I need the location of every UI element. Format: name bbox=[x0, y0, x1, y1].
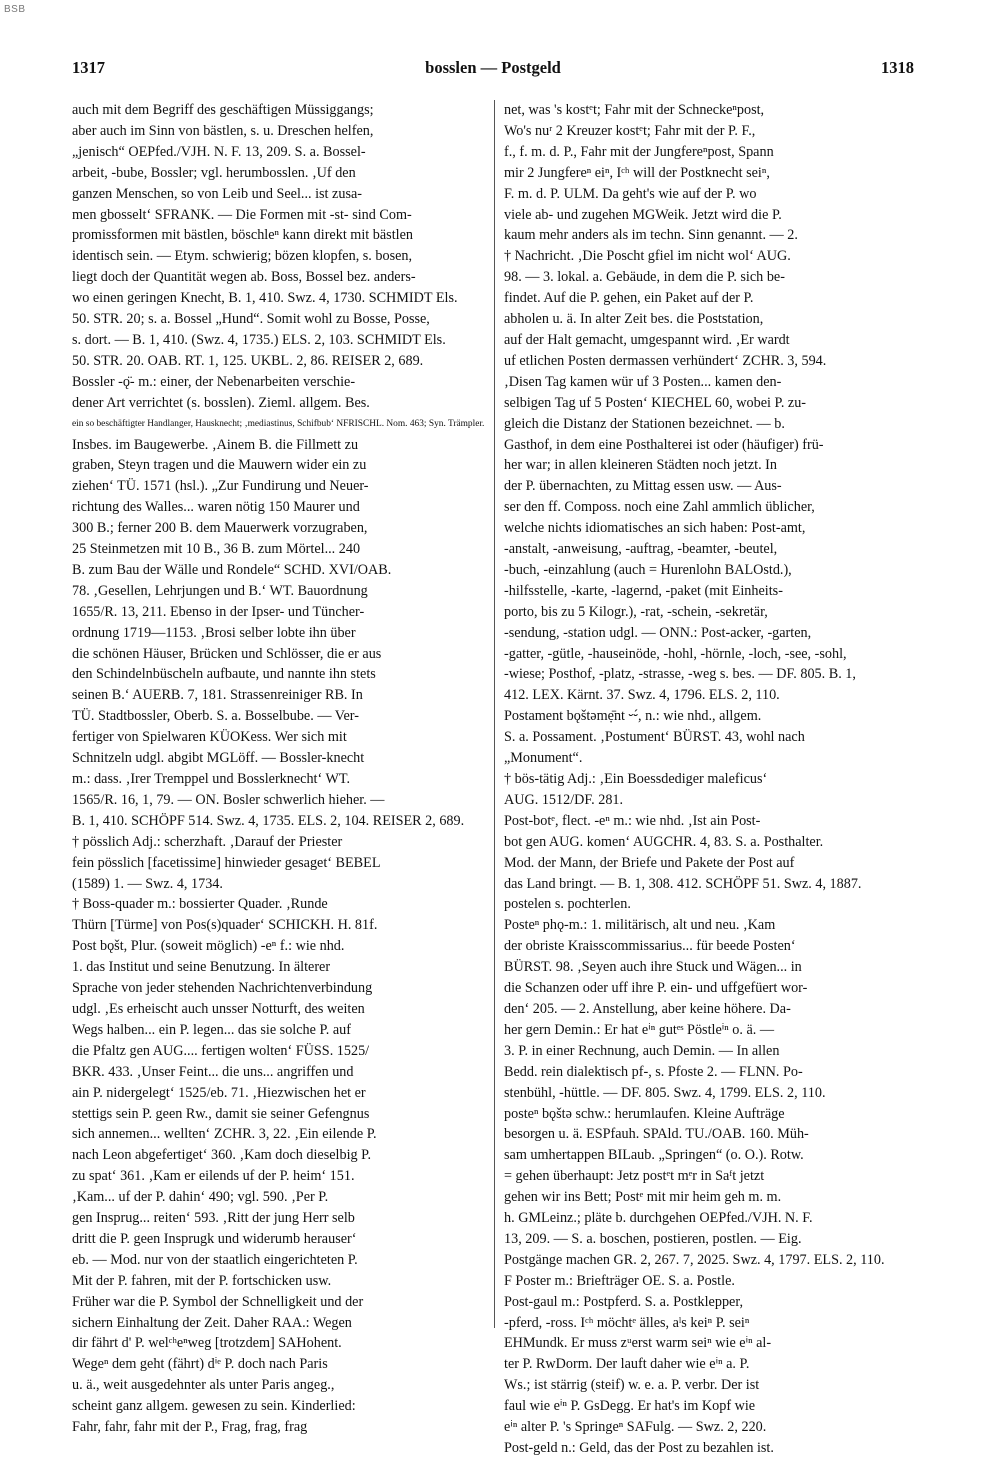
text-line: uf etlichen Posten dermassen verhündert‘ ZCHR. 3, 594. bbox=[504, 352, 827, 369]
text-line: F. m. d. P. ULM. Da geht's wie auf der P. wo bbox=[504, 185, 757, 202]
text-line: auch mit dem Begriff des geschäftigen Müssiggangs; bbox=[72, 102, 374, 118]
text-line: bot gen AUG. komen‘ AUGCHR. 4, 83. S. a. Posthalter. bbox=[504, 833, 824, 850]
text-line: S. a. Possament. ‚Postument‘ BÜRST. 43, wohl nach bbox=[504, 729, 805, 746]
text-line: -pferd, -ross. Iᶜʰ möchtᵉ älles, aˡs keiⁿ P. seiⁿ bbox=[504, 1314, 750, 1331]
text-line: Bossler -ǫ̈- m.: einer, der Nebenarbeiten verschie- bbox=[72, 373, 356, 390]
text-line: u. ä., weit ausgedehnter als unter Paris angeg., bbox=[72, 1377, 335, 1394]
text-line: 78. ‚Gesellen, Lehrjungen und B.‘ WT. Bauordnung bbox=[72, 582, 368, 599]
text-line: Post-botᵉ, flect. -eⁿ m.: wie nhd. ‚Ist ain Post- bbox=[504, 812, 761, 829]
text-line: F Poster m.: Briefträger OE. S. a. Postle. bbox=[504, 1272, 735, 1289]
text-line: 3. P. in einer Rechnung, auch Demin. — In allen bbox=[504, 1042, 780, 1059]
text-line: aber auch im Sinn von bästlen, s. u. Dreschen helfen, bbox=[72, 122, 374, 139]
text-line: eⁱⁿ alter P. 's Springeⁿ SAFulg. — Swz. 2, 220. bbox=[504, 1419, 767, 1436]
text-line: Früher war die P. Symbol der Schnelligkeit und der bbox=[72, 1293, 364, 1310]
text-line: ter P. RwDorm. Der lauft daher wie eⁱⁿ a. P. bbox=[504, 1356, 750, 1373]
text-line: „Monument“. bbox=[504, 750, 583, 767]
text-line: nach Leon abgefertiget‘ 360. ‚Kam doch dieselbig P. bbox=[72, 1147, 372, 1164]
text-line: gehen wir ins Bett; Postᵉ mit mir heim geh m. m. bbox=[504, 1189, 782, 1206]
text-line: dir fährt d' P. welᶜʰeⁿweg [trotzdem] SAHohent. bbox=[72, 1335, 342, 1352]
text-line: ganzen Menschen, so von Leib und Seel... ist zusa- bbox=[72, 185, 362, 202]
text-line: AUG. 1512/DF. 281. bbox=[504, 791, 624, 808]
page-header bbox=[72, 58, 914, 82]
text-line: graben, Steyn tragen und die Mauwern wider ein zu bbox=[72, 457, 367, 474]
left-column bbox=[72, 100, 495, 1438]
text-line: eb. — Mod. nur von der staatlich eingerichteten P. bbox=[72, 1251, 358, 1268]
text-line: her gern Demin.: Er hat eⁱⁿ gutᵉˢ Pöstleⁱⁿ o. ä. — bbox=[504, 1021, 775, 1038]
text-line: EHMundk. Er muss zᵘerst warm seiⁿ wie eⁱⁿ al- bbox=[504, 1335, 772, 1352]
text-line: m.: dass. ‚Irer Tremppel und Bosslerknecht‘ WT. bbox=[72, 771, 351, 787]
text-line: stenbühl, -hüttle. — DF. 805. Swz. 4, 1799. ELS. 2, 110. bbox=[504, 1084, 826, 1101]
text-line: postelen s. pochterlen. bbox=[504, 896, 631, 913]
text-line: ‚Disen Tag kamen wür uf 3 Posten... kamen den- bbox=[504, 373, 782, 390]
text-line: ordnung 1719—1153. ‚Brosi selber lobte ihn über bbox=[72, 624, 356, 641]
text-line: dener Art verrichtet (s. bosslen). Zieml. allgem. Bes. bbox=[72, 394, 370, 411]
text-line: † Boss-quader m.: bossierter Quader. ‚Runde bbox=[72, 896, 328, 913]
text-line: s. dort. — B. 1, 410. (Swz. 4, 1735.) ELS. 2, 103. SCHMIDT Els. bbox=[72, 331, 446, 348]
text-line: ain P. nidergelegt‘ 1525/eb. 71. ‚Hiezwischen het er bbox=[72, 1084, 366, 1101]
text-line: gleich die Distanz der Stationen bezeichnet. — b. bbox=[504, 415, 785, 432]
text-line: seinen B.‘ AUERB. 7, 181. Strassenreiniger RB. In bbox=[72, 687, 363, 704]
text-line: fertiger von Spielwaren KÜOKess. Wer sich mit bbox=[72, 729, 347, 746]
text-line: B. zum Bau der Wälle und Rondele“ SCHD. XVI/OAB. bbox=[72, 561, 392, 578]
text-line: Schnitzeln udgl. abgibt MGLöff. — Bossler-knecht bbox=[72, 750, 365, 767]
running-title: bosslen — Postgeld bbox=[425, 58, 561, 77]
text-line: faul wie eⁱⁿ P. GsDegg. Er hat's im Kopf wie bbox=[504, 1398, 756, 1415]
text-line: findet. Auf die P. gehen, ein Paket auf der P. bbox=[504, 290, 754, 307]
right-column bbox=[504, 100, 911, 1459]
text-line: 300 B.; ferner 200 B. dem Mauerwerk vorzugraben, bbox=[72, 520, 368, 537]
text-line: h. GMLeinz.; pläte b. durchgehen OEPfed./VJH. N. F. bbox=[504, 1210, 813, 1227]
text-line: der P. übernachten, zu Mittag essen usw. — Aus- bbox=[504, 478, 782, 495]
text-line: scheint ganz allgem. gewesen zu sein. Kinderlied: bbox=[72, 1398, 356, 1415]
text-line: Wegeⁿ dem geht (fährt) dⁱᵉ P. doch nach Paris bbox=[72, 1356, 328, 1373]
text-line: udgl. ‚Es erheischt auch unsser Notturft, des weiten bbox=[72, 1000, 365, 1017]
text-line: fein pösslich [facetissime] hinwieder gesaget‘ BEBEL bbox=[72, 854, 381, 871]
text-line: † bös-tätig Adj.: ‚Ein Boessdediger maleficus‘ bbox=[504, 771, 768, 787]
text-line: Postgänge machen GR. 2, 267. 7, 2025. Swz. 4, 1797. ELS. 2, 110. bbox=[504, 1251, 885, 1268]
text-line: arbeit, -bube, Bossler; vgl. herumbosslen. ‚Uf den bbox=[72, 164, 356, 181]
text-line: f., f. m. d. P., Fahr mit der Jungfereⁿpost, Spann bbox=[504, 143, 774, 160]
text-line: ein so beschäftigter Handlanger, Hausknecht; ‚mediastinus, Schifbub‘ NFRISCHL. Nom. 463; Syn. Trämpler. bbox=[72, 418, 485, 429]
page-number-right: 1318 bbox=[881, 58, 914, 77]
text-line: viele ab- und zugehen MGWeik. Jetzt wird die P. bbox=[504, 206, 782, 223]
text-line: Gasthof, in dem eine Posthalterei ist oder (häufiger) frü- bbox=[504, 436, 824, 453]
text-line: her war; in allen kleineren Städten noch jetzt. In bbox=[504, 457, 778, 474]
text-line: Thürn [Türme] von Pos(s)quader‘ SCHICKH. H. 81f. bbox=[72, 917, 378, 934]
text-line: Wo's nuʳ 2 Kreuzer kostᵉt; Fahr mit der P. F., bbox=[504, 122, 756, 139]
text-line: porto, bis zu 5 Kilogr.), -rat, -schein, -sekretär, bbox=[504, 603, 768, 620]
text-line: 13, 209. — S. a. boschen, postieren, postlen. — Eig. bbox=[504, 1230, 802, 1247]
text-line: die Schanzen oder uff ihre P. ein- und uffgefüert wor- bbox=[504, 980, 808, 997]
text-line: -wiese; Posthof, -platz, -strasse, -weg s. bes. — DF. 805. B. 1, bbox=[504, 666, 856, 683]
library-stamp: BSB bbox=[4, 4, 26, 15]
text-line: 1565/R. 16, 1, 79. — ON. Bosler schwerlich hieher. — bbox=[72, 791, 385, 808]
text-line: (1589) 1. — Swz. 4, 1734. bbox=[72, 875, 223, 892]
text-line: den Schindelnbüscheln aufbaute, und nannte ihn stets bbox=[72, 666, 376, 683]
text-line: -sendung, -station udgl. — ONN.: Post-acker, -garten, bbox=[504, 624, 812, 641]
text-line: 1. das Institut und seine Benutzung. In älterer bbox=[72, 959, 331, 976]
text-line: promissformen mit bästlen, böschleⁿ kann direkt mit bästlen bbox=[72, 227, 413, 244]
text-line: Post-geld n.: Geld, das der Post zu bezahlen ist. bbox=[504, 1440, 774, 1456]
text-line: ziehen‘ TÜ. 1571 (hsl.). „Zur Fundirung und Neuer- bbox=[72, 478, 369, 495]
text-line: 1655/R. 13, 211. Ebenso in der Ipser- und Tüncher- bbox=[72, 603, 365, 620]
text-line: „jenisch“ OEPfed./VJH. N. F. 13, 209. S. a. Bossel- bbox=[72, 143, 366, 160]
text-line: abholen u. ä. In alter Zeit bes. die Poststation, bbox=[504, 311, 764, 328]
text-line: Sprache von jeder stehenden Nachrichtenverbindung bbox=[72, 980, 373, 997]
text-line: stettigs sein P. geen Rw., damit sie seiner Gefengnus bbox=[72, 1105, 370, 1122]
text-line: richtung des Walles... waren nötig 150 Maurer und bbox=[72, 499, 360, 516]
text-line: besorgen u. ä. ESPfauh. SPAld. TU./OAB. 160. Müh- bbox=[504, 1126, 809, 1143]
text-line: Postament bǫštəmẹ̄nt ⏑⏑́, n.: wie nhd., allgem. bbox=[504, 708, 762, 725]
page-number-left: 1317 bbox=[72, 58, 105, 77]
text-line: 98. — 3. lokal. a. Gebäude, in dem die P. sich be- bbox=[504, 269, 785, 286]
text-line: posteⁿ bǫštə schw.: herumlaufen. Kleine Aufträge bbox=[504, 1105, 785, 1122]
text-line: -buch, -einzahlung (auch = Hurenlohn BALOstd.), bbox=[504, 561, 792, 578]
text-line: das Land bringt. — B. 1, 308. 412. SCHÖPF 51. Swz. 4, 1887. bbox=[504, 875, 862, 892]
text-line: 412. LEX. Kärnt. 37. Swz. 4, 1796. ELS. 2, 110. bbox=[504, 687, 780, 704]
text-line: men gbosselt‘ SFRANK. — Die Formen mit -st- sind Com- bbox=[72, 206, 412, 223]
text-line: sam umhertappen BILaub. „Springen“ (o. O.). Rotw. bbox=[504, 1147, 804, 1164]
text-line: Post bǫšt, Plur. (soweit möglich) -eⁿ f.: wie nhd. bbox=[72, 938, 345, 955]
text-line: -hilfsstelle, -karte, -lagernd, -paket (mit Einheits- bbox=[504, 582, 783, 599]
text-line: † Nachricht. ‚Die Poscht gfiel im nicht wol‘ AUG. bbox=[504, 248, 791, 265]
text-line: mir 2 Jungfereⁿ eiⁿ, Iᶜʰ will der Postknecht seiⁿ, bbox=[504, 164, 770, 181]
text-line: BÜRST. 98. ‚Seyen auch ihre Stuck und Wägen... in bbox=[504, 959, 802, 976]
column-divider bbox=[494, 100, 495, 1328]
text-line: BKR. 433. ‚Unser Feint... die uns... angriffen und bbox=[72, 1063, 354, 1080]
text-line: sichern Einhaltung der Zeit. Daher RAA.: Wegen bbox=[72, 1314, 352, 1331]
text-line: Insbes. im Baugewerbe. ‚Ainem B. die Fillmett zu bbox=[72, 436, 359, 453]
text-line: Ws.; ist stärrig (steif) w. e. a. P. verbr. Der ist bbox=[504, 1377, 760, 1394]
text-line: der obriste Kraisscommissarius... für beede Posten‘ bbox=[504, 938, 796, 955]
text-line: Mod. der Mann, der Briefe und Pakete der Post auf bbox=[504, 854, 795, 871]
text-line: gen Insprug... reiten‘ 593. ‚Ritt der jung Herr selb bbox=[72, 1210, 355, 1227]
text-line: Bedd. rein dialektisch pf-, s. Pfoste 2. — FLNN. Po- bbox=[504, 1063, 803, 1080]
text-line: = gehen überhaupt: Jetz postᵉt mᵉr in Saᶠt jetzt bbox=[504, 1168, 765, 1185]
text-line: Mit der P. fahren, mit der P. fortschicken usw. bbox=[72, 1272, 332, 1289]
text-line: dritt die P. geen Insprugk und widerumb herauser‘ bbox=[72, 1230, 357, 1247]
text-line: liegt doch der Quantität wegen ab. Boss, Bossel bez. anders- bbox=[72, 269, 416, 286]
text-line: ‚Kam... uf der P. dahin‘ 490; vgl. 590. ‚Per P. bbox=[72, 1189, 329, 1206]
text-line: 50. STR. 20. OAB. RT. 1, 125. UKBL. 2, 86. REISER 2, 689. bbox=[72, 352, 424, 369]
text-line: die schönen Häuser, Brücken und Schlösser, die er aus bbox=[72, 645, 382, 662]
text-line: kaum mehr anders als im techn. Sinn genannt. — 2. bbox=[504, 227, 798, 244]
text-line: B. 1, 410. SCHÖPF 514. Swz. 4, 1735. ELS. 2, 104. REISER 2, 689. bbox=[72, 812, 465, 829]
text-line: TÜ. Stadtbossler, Oberb. S. a. Bosselbube. — Ver- bbox=[72, 708, 359, 725]
text-line: Wegs halben... ein P. legen... das sie solche P. auf bbox=[72, 1021, 352, 1038]
text-line: wo einen geringen Knecht, B. 1, 410. Swz. 4, 1730. SCHMIDT Els. bbox=[72, 290, 458, 307]
text-line: identisch sein. — Etym. schwierig; bözen klopfen, s. bosen, bbox=[72, 248, 413, 265]
text-line: sich annemen... wellten‘ ZCHR. 3, 22. ‚Ein eilende P. bbox=[72, 1126, 377, 1143]
text-line: 50. STR. 20; s. a. Bossel „Hund“. Somit wohl zu Bosse, Posse, bbox=[72, 311, 430, 328]
text-line: welche nichts idiomatisches an sich haben: Post-amt, bbox=[504, 520, 806, 537]
text-line: die Pfaltz gen AUG.... fertigen wolten‘ FÜSS. 1525/ bbox=[72, 1042, 370, 1059]
text-line: Posteⁿ phǫ-m.: 1. militärisch, alt und neu. ‚Kam bbox=[504, 917, 776, 934]
text-line: net, was 's kostᵉt; Fahr mit der Schneckeⁿpost, bbox=[504, 102, 765, 118]
text-line: auf der Halt gemacht, umgespannt wird. ‚Er wardt bbox=[504, 331, 790, 348]
text-line: zu spat‘ 361. ‚Kam er eilends uf der P. heim‘ 151. bbox=[72, 1168, 355, 1185]
text-line: ser den ff. Composs. noch eine Zahl ammlich üblicher, bbox=[504, 499, 815, 516]
text-line: -gatter, -gütle, -hauseinöde, -hohl, -hörnle, -loch, -see, -sohl, bbox=[504, 645, 847, 662]
text-line: -anstalt, -anweisung, -auftrag, -beamter, -beutel, bbox=[504, 541, 778, 558]
text-line: Post-gaul m.: Postpferd. S. a. Postklepper, bbox=[504, 1293, 744, 1310]
text-line: Fahr, fahr, fahr mit der P., Frag, frag, frag bbox=[72, 1419, 308, 1436]
text-line: selbigen Tag uf 5 Posten‘ KIECHEL 60, wobei P. zu- bbox=[504, 394, 807, 411]
text-line: † pösslich Adj.: scherzhaft. ‚Darauf der Priester bbox=[72, 833, 343, 850]
text-line: den‘ 205. — 2. Anstellung, aber keine höhere. Da- bbox=[504, 1000, 791, 1017]
text-line: 25 Steinmetzen mit 10 B., 36 B. zum Mörtel... 240 bbox=[72, 541, 361, 558]
